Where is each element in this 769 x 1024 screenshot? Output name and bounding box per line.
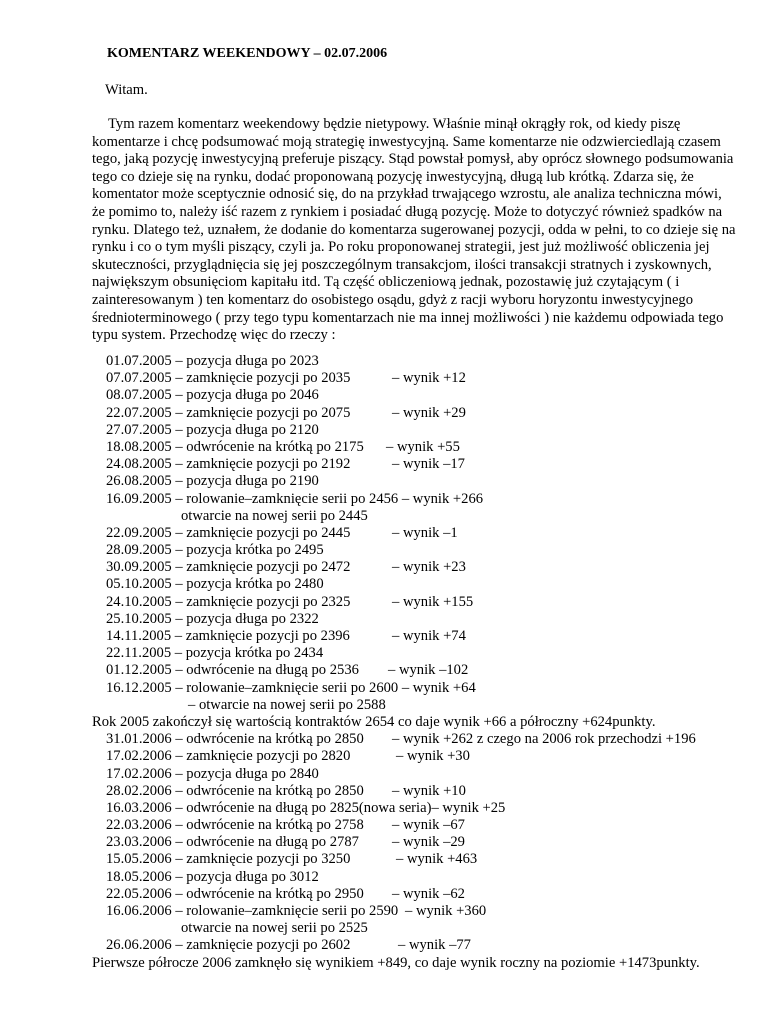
trade-result: – wynik –29 — [392, 834, 465, 851]
paragraph-line: komentator może sceptycznie odnosić się, do na przykład trwającego wzrostu, ale analiza techniczna mówi, — [92, 186, 722, 203]
trade-entry — [92, 611, 752, 628]
trade-result: – wynik +262 z czego na 2006 rok przechodzi +196 — [392, 731, 696, 748]
trade-entry — [92, 508, 752, 525]
trade-result: – wynik +10 — [392, 782, 466, 799]
paragraph-line: średnioterminowego ( przy tego typu komentarzach nie ma innej możliwości ) nie każdemu odpowiada tego — [92, 309, 724, 326]
trade-entry — [92, 387, 752, 404]
trade-entry — [92, 937, 752, 954]
trade-result: – wynik –67 — [392, 817, 465, 834]
summary-text: Rok 2005 zakończył się wartością kontraktów 2654 co daje wynik +66 a półroczny +624punkty. — [92, 713, 656, 730]
trade-entry — [92, 525, 752, 542]
trade-result: – wynik +12 — [392, 370, 466, 387]
document-title: KOMENTARZ WEEKENDOWY – 02.07.2006 — [107, 46, 388, 61]
trade-text: 26.06.2006 – zamknięcie pozycji po 2602 — [106, 937, 351, 954]
trade-entry — [92, 542, 752, 559]
trade-text: 17.02.2006 – zamknięcie pozycji po 2820 — [106, 748, 351, 765]
trade-text: 24.08.2005 – zamknięcie pozycji po 2192 — [106, 456, 351, 473]
trade-text: 16.09.2005 – rolowanie–zamknięcie serii po 2456 – wynik +266 — [106, 490, 484, 507]
half-year-summary-2006 — [92, 955, 752, 972]
trade-result: – wynik –77 — [398, 937, 471, 954]
trade-text: 26.08.2005 – pozycja długa po 2190 — [106, 473, 319, 490]
trade-entry — [92, 851, 752, 868]
trade-result: – wynik +55 — [386, 438, 460, 455]
trade-result: – wynik +155 — [392, 593, 474, 610]
trade-entry — [92, 370, 752, 387]
trade-text: 07.07.2005 – zamknięcie pozycji po 2035 — [106, 370, 351, 387]
trade-text: 28.02.2006 – odwrócenie na krótką po 2850 — [106, 782, 364, 799]
trade-text: 23.03.2006 – odwrócenie na długą po 2787 — [106, 834, 359, 851]
trade-entry — [92, 697, 752, 714]
trade-entry — [92, 559, 752, 576]
trade-text: 25.10.2005 – pozycja długa po 2322 — [106, 610, 319, 627]
trade-text: 14.11.2005 – zamknięcie pozycji po 2396 — [106, 628, 350, 644]
trade-entry — [92, 766, 752, 783]
greeting: Witam. — [105, 82, 148, 98]
trade-log — [92, 353, 752, 972]
trade-entry — [92, 422, 752, 439]
trade-result: – wynik –1 — [392, 524, 458, 541]
trade-text: 22.09.2005 – zamknięcie pozycji po 2445 — [106, 524, 351, 541]
trade-entry — [92, 748, 752, 765]
trade-result: – wynik +29 — [392, 404, 466, 421]
trade-entry — [92, 834, 752, 851]
trade-entry — [92, 439, 752, 456]
trade-text: 18.08.2005 – odwrócenie na krótką po 2175 — [106, 438, 364, 455]
paragraph-line: tego co dzieje się na rynku, dodać proponowaną pozycję inwestycyjną, długą lub krótką. Zdarza się, że — [92, 168, 694, 185]
intro-paragraph — [92, 116, 736, 345]
trade-text: otwarcie na nowej serii po 2445 — [181, 507, 368, 524]
trade-text: 17.02.2006 – pozycja długa po 2840 — [106, 765, 319, 782]
paragraph-line: rynku. Dlatego też, uznałem, że dodanie do komentarza sugerowanej pozycji, odda w pełni, to co dzieje się na — [92, 221, 736, 238]
trade-text: 22.11.2005 – pozycja krótka po 2434 — [106, 645, 324, 662]
trade-text: 08.07.2005 – pozycja długa po 2046 — [106, 387, 319, 404]
trade-text: 16.03.2006 – odwrócenie na długą po 2825(nowa seria)– wynik +25 — [106, 799, 506, 816]
trade-entry — [92, 731, 752, 748]
trade-entry — [92, 886, 752, 903]
trade-text: 22.05.2006 – odwrócenie na krótką po 2950 — [106, 885, 364, 902]
trade-entry — [92, 800, 752, 817]
trade-entry — [92, 680, 752, 697]
trade-text: 31.01.2006 – odwrócenie na krótką po 2850 — [106, 731, 364, 748]
trade-entry — [92, 353, 752, 370]
paragraph-line: skuteczności, przyglądnięcia się jej poszczególnym transakcjom, ilości transakcji stratnych i zyskownych, — [92, 256, 712, 273]
trade-text: 28.09.2005 – pozycja krótka po 2495 — [106, 542, 324, 559]
trade-result: – wynik +74 — [392, 628, 466, 644]
summary-text: Pierwsze półrocze 2006 zamknęło się wynikiem +849, co daje wynik roczny na poziomie +1473punkty. — [92, 954, 700, 971]
trade-entry — [92, 456, 752, 473]
trade-entry — [92, 903, 752, 920]
trade-text: 18.05.2006 – pozycja długa po 3012 — [106, 868, 319, 885]
trade-text: 27.07.2005 – pozycja długa po 2120 — [106, 421, 319, 438]
trade-entry — [92, 628, 752, 645]
paragraph-line: rynku i co o tym myśli piszący, czyli ja. Po roku proponowanej strategii, jest już możliwość obliczenia jej — [92, 239, 710, 256]
trade-entry — [92, 662, 752, 679]
trade-text: 24.10.2005 – zamknięcie pozycji po 2325 — [106, 593, 351, 610]
paragraph-line: że pomimo to, należy iść razem z rynkiem i posiadać długą pozycję. Może to dotyczyć również spadków na — [92, 203, 723, 220]
trade-entry — [92, 783, 752, 800]
trade-text: 16.12.2005 – rolowanie–zamknięcie serii po 2600 – wynik +64 — [106, 679, 476, 696]
trade-entry — [92, 576, 752, 593]
trade-result: – wynik +463 — [396, 851, 478, 868]
trade-text: 05.10.2005 – pozycja krótka po 2480 — [106, 576, 324, 593]
trade-result: – wynik +23 — [392, 559, 466, 576]
trade-entry — [92, 473, 752, 490]
paragraph-line: typu system. Przechodzę więc do rzeczy : — [92, 327, 336, 344]
trade-result: – wynik –102 — [388, 662, 469, 679]
trade-entry — [92, 645, 752, 662]
trade-entry — [92, 491, 752, 508]
trade-text: – otwarcie na nowej serii po 2588 — [188, 696, 386, 713]
trade-result: – wynik –17 — [392, 456, 465, 473]
trade-text: otwarcie na nowej serii po 2525 — [181, 920, 368, 937]
trade-text: 15.05.2006 – zamknięcie pozycji po 3250 — [106, 851, 351, 868]
trade-entry — [92, 594, 752, 611]
trade-result: – wynik +30 — [396, 748, 470, 765]
trade-result: – wynik –62 — [392, 885, 465, 902]
paragraph-line: zainteresowanym ) ten komentarz do osobistego osądu, gdyż z racji wyboru horyzontu inwestycyjnego — [92, 291, 694, 308]
paragraph-line: komentarze i chcę podsumować moją strategię inwestycyjną. Same komentarze nie odzwierciedlają czasem — [92, 133, 721, 150]
paragraph-line: Tym razem komentarz weekendowy będzie nietypowy. Właśnie minął okrągły rok, od kiedy piszę — [108, 116, 681, 132]
trade-entry — [92, 869, 752, 886]
trade-text: 22.07.2005 – zamknięcie pozycji po 2075 — [106, 404, 351, 421]
paragraph-line: największym obsunięciom kapitału itd. Tą część obliczeniową jednak, pozostawię już czytającym ( i — [92, 274, 680, 291]
paragraph-line: tego, jaką pozycję inwestycyjną preferuje piszący. Stąd powstał pomysł, aby oprócz słownego podsumowania — [92, 151, 734, 168]
trade-entry — [92, 405, 752, 422]
trade-entry — [92, 817, 752, 834]
trade-text: 30.09.2005 – zamknięcie pozycji po 2472 — [106, 559, 351, 576]
trade-result: – wynik +360 — [405, 903, 487, 919]
trade-text: 01.07.2005 – pozycja długa po 2023 — [106, 353, 319, 369]
year-summary-2005 — [92, 714, 752, 731]
trade-text: 01.12.2005 – odwrócenie na długą po 2536 — [106, 662, 359, 679]
trade-text: 22.03.2006 – odwrócenie na krótką po 2758 — [106, 817, 364, 834]
trade-entry — [92, 920, 752, 937]
trade-text: 16.06.2006 – rolowanie–zamknięcie serii po 2590 — [106, 903, 399, 919]
